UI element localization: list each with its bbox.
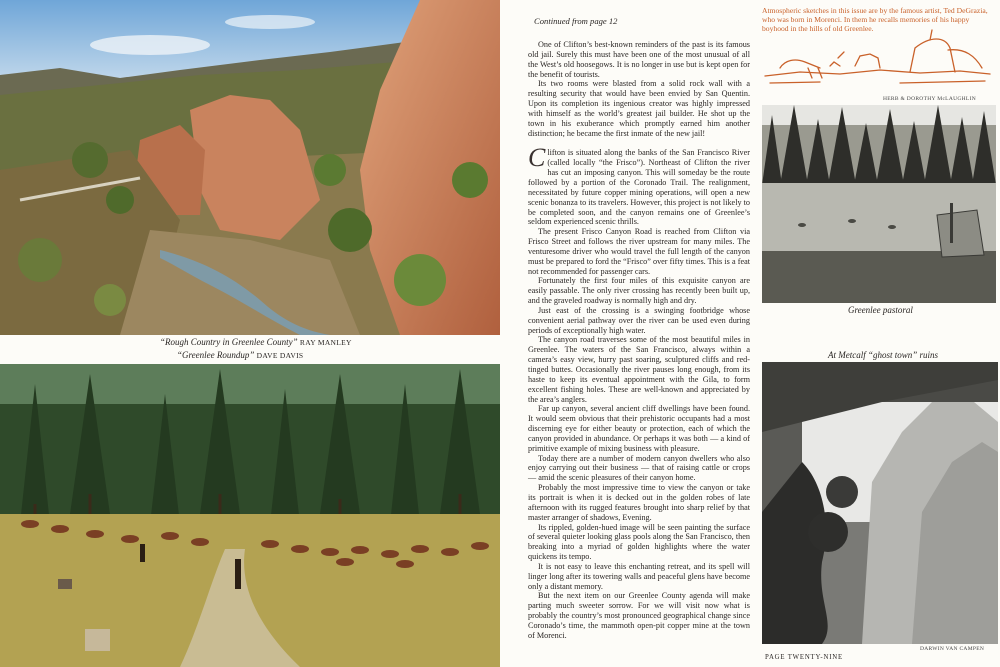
caption-roundup <box>177 350 303 360</box>
article-paragraph: Probably the most impressive time to view the canyon or take its portrait is when it is decked out in the golden robes of late afternoon with its rugged features brought into sharp relief by that master arranger of shadows, Evening. <box>528 483 750 522</box>
lead-text: lifton is situated along the banks of the San Francisco River (called locally “the Frisco”). Northeast of Clifton the river has cut an imposing canyon. This will someday be the route followed by a portion of the Coronado Trail. The realignment, necessitated by future copper mining operations, will open a new scenic bonanza to its travelers. However, this project is not likely to be completed soon, and the canyon remains one of Greenlee’s seldom experienced scenic thrills. <box>528 148 750 227</box>
photo-credit: DARWIN VAN CAMPEN <box>920 646 985 652</box>
drop-cap: C <box>528 143 546 173</box>
article-paragraph: Far up canyon, several ancient cliff dwellings have been found. It would seem obvious that their prehistoric occupants had a most discerning eye for either beauty or protection, each of which the canyon provided in abundance. Or perhaps it was both — a kind of primitive example of mixing business with pleasure. <box>528 404 750 453</box>
photo-credit: HERB & DOROTHY McLAUGHLIN <box>883 96 976 102</box>
continued-label: Continued from page 12 <box>534 16 618 26</box>
sketch-note: Atmospheric sketches in this issue are by the famous artist, Ted DeGrazia, who was born in Morenci. In them he recalls memories of his happy boyhood in the hills of old Greenlee. <box>762 6 988 33</box>
page-number: PAGE TWENTY-NINE <box>765 654 843 661</box>
article-paragraph: Its rippled, golden-hued image will be seen painting the surface of several quieter looking glass pools along the San Francisco, then breaking into a myriad of golden highlights where the water quickens its tempo. <box>528 522 750 562</box>
ghost-town-photo <box>762 362 998 644</box>
article-paragraph: Just east of the crossing is a swinging footbridge whose convenient aerial pathway over the river can be used even during periods of exceptionally high water. <box>528 305 750 335</box>
degrazia-sketch <box>760 28 995 88</box>
caption-title: “Rough Country in Greenlee County” <box>160 337 298 347</box>
article-paragraph: But the next item on our Greenlee County agenda will make parting much sweeter sorrow. For we will visit now what is probably the country’s most pronounced geographical change since Coronado’s time, the mammoth open-pit copper mine at the town of Morenci. <box>528 591 750 640</box>
caption-ghost-town: At Metcalf “ghost town” ruins <box>828 350 939 360</box>
photo-credit: RAY MANLEY <box>299 338 352 347</box>
caption-pastoral: Greenlee pastoral <box>848 305 913 315</box>
article-column <box>528 40 750 641</box>
lead-paragraph <box>528 143 750 227</box>
pastoral-photo <box>762 105 996 303</box>
article-paragraph: It is not easy to leave this enchanting retreat, and its spell will linger long after its towering walls and peaceful glens have become only a distant memory. <box>528 561 750 591</box>
article-paragraph: Today there are a number of modern canyon dwellers who also enjoy carrying out their business — that of raising cattle or crops — amid the scenic pleasures of their canyon home. <box>528 453 750 483</box>
article-paragraph: Its two rooms were blasted from a solid rock wall with a resulting security that would have been envied by San Quentin. Upon its completion its ingenious creator was highly impressed with himself as the world’s greatest jail builder. He shot up the town in his exuberance which promptly earned him another distinction; he became the first inmate of the new jail! <box>528 79 750 138</box>
caption-rough-country <box>160 337 352 347</box>
article-paragraph: The present Frisco Canyon Road is reached from Clifton via Frisco Street and follows the river upstream for many miles. The venturesome driver who would travel the full length of the canyon must be prepared to ford the “Frisco” over fifty times. This is a feat not recommended for passenger cars. <box>528 227 750 276</box>
article-paragraph: The canyon road traverses some of the most beautiful miles in Greenlee. The waters of the San Francisco, always within a camera’s easy view, hurry past soaring, sculptured cliffs and red-tinged buttes. Occasionally the river pauses long enough, from its haste to keep its eventual appointment with the Gila, to form excellent fishing holes. These are well-known and appreciated by the area’s anglers. <box>528 335 750 404</box>
canyon-photo <box>0 0 500 335</box>
article-paragraph: Fortunately the first four miles of this exquisite canyon are easily passable. The only river crossing has recently been built up, and the graveled roadway is normally high and dry. <box>528 276 750 306</box>
caption-title: “Greenlee Roundup” <box>177 350 255 360</box>
photo-credit: DAVE DAVIS <box>256 351 304 360</box>
roundup-photo <box>0 364 500 667</box>
article-paragraph: One of Clifton’s best-known reminders of the past is its famous old jail. Surely this must have been one of the most unusual of all the West’s old hoosegows. It is no longer in use but is kept open for the benefit of tourists. <box>528 40 750 79</box>
